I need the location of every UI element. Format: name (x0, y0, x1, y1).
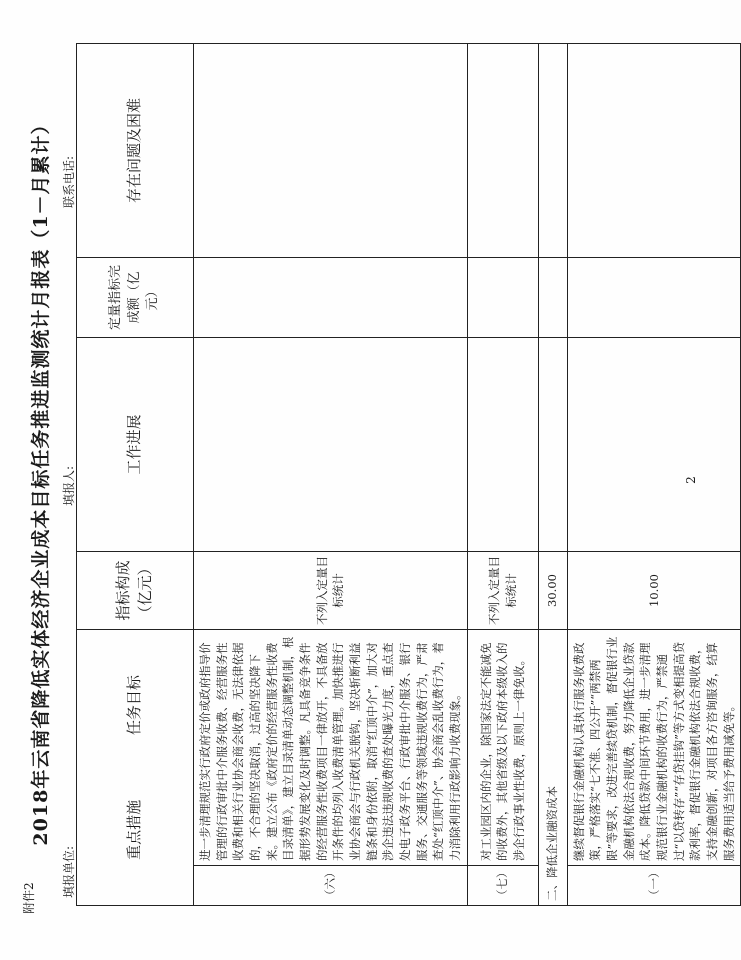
reporting-unit-label: 填报单位: (62, 845, 76, 898)
page-number: 2 (684, 476, 698, 484)
table-row (467, 43, 538, 905)
row-indicator: 不列入定量目标统计 (194, 551, 468, 629)
report-table (76, 43, 741, 906)
row-text: 继续督促银行金融机构认真执行服务收费政策，严格落实“七不准、四公开”“两禁两限”等要求，改进完善续贷机制，督促银行业金融机构依法合规收费，努力降低企业贷款成本。降低贷款中间环节费用，进一步清理规范银行业金融机构的收费行为，严禁通过“以贷转存”“存贷挂钩”等方式变相提高贷款利率，督促银行金融机构依法合规收费，支持金融创新，对项目各方咨询服务，结算服务费用适当给予费用减免等。 (567, 629, 741, 865)
row-issues-cell (567, 43, 741, 257)
phone-label: 联系电话: (62, 155, 76, 208)
row-issues-cell (194, 43, 468, 257)
row-progress-cell (567, 337, 741, 551)
section-indicator: 30.00 (538, 551, 567, 629)
table-row (194, 43, 468, 905)
header-row (77, 43, 194, 905)
row-code: （七） (467, 866, 538, 906)
header-progress: 工作进展 (77, 337, 194, 551)
row-progress-cell (467, 337, 538, 551)
report-title: 2018年云南省降低实体经济企业成本目标任务推进监测统计月报表（1－月累计） (30, 114, 52, 846)
rotated-page (20, 40, 736, 920)
header-measure-target (77, 629, 194, 905)
header-measure: 重点措施 (125, 799, 144, 860)
row-code: （六） (194, 866, 468, 906)
row-text: 对工业园区内的企业，除国家法定不能减免的收费外，其他省级及以下政府本级收入的涉企行政事业性收费，原则上一律免收。 (467, 629, 538, 865)
header-target: 任务目标 (125, 675, 144, 736)
header-indicator: 指标构成（亿元） (77, 551, 194, 629)
row-text: 进一步清理规范实行政府定价或政府指导价管理的行政审批中介服务收费、经营服务性收费和相关行业协会商会收费，无法律依据的，不合理的坚决取消，过高的坚决降下来。建立公布《政府定价的经营服务性收费目录清单》，建立目录清单动态调整机制，根据形势发展变化及时调整。凡具备竞争条件的经营服务性收费项目一律放开，不具备放开条件的均列入收费清单管理。加快推进行业协会商会与行政机关脱钩，坚决斩断利益链条和身份依附，取消“红顶中介”，加大对涉企违法违规收费的查处曝光力度，重点查处电子政务平台、行政审批中介服务、银行服务、交通服务等领域违规收费行为，严肃查处“红顶中介”、协会商会乱收费行为，着力消除利用行政影响力收费现象。 (194, 629, 468, 865)
header-issues: 存在问题及困难 (77, 43, 194, 257)
row-completion-cell (567, 257, 741, 337)
row-indicator: 10.00 (567, 551, 741, 629)
section-completion-cell (538, 257, 567, 337)
row-completion-cell (467, 257, 538, 337)
section-issues-cell (538, 43, 567, 257)
section-title: 二、降低企业融资成本 (538, 629, 567, 905)
attachment-label: 附件2 (22, 882, 36, 914)
row-progress-cell (194, 337, 468, 551)
filler-label: 填报人: (62, 465, 76, 506)
section-row (538, 43, 567, 905)
row-code: （一） (567, 866, 741, 906)
section-progress-cell (538, 337, 567, 551)
row-completion-cell (194, 257, 468, 337)
table-row (567, 43, 741, 905)
row-indicator: 不列入定量目标统计 (467, 551, 538, 629)
row-issues-cell (467, 43, 538, 257)
header-completion: 定量指标完成额（亿元） (77, 257, 194, 337)
